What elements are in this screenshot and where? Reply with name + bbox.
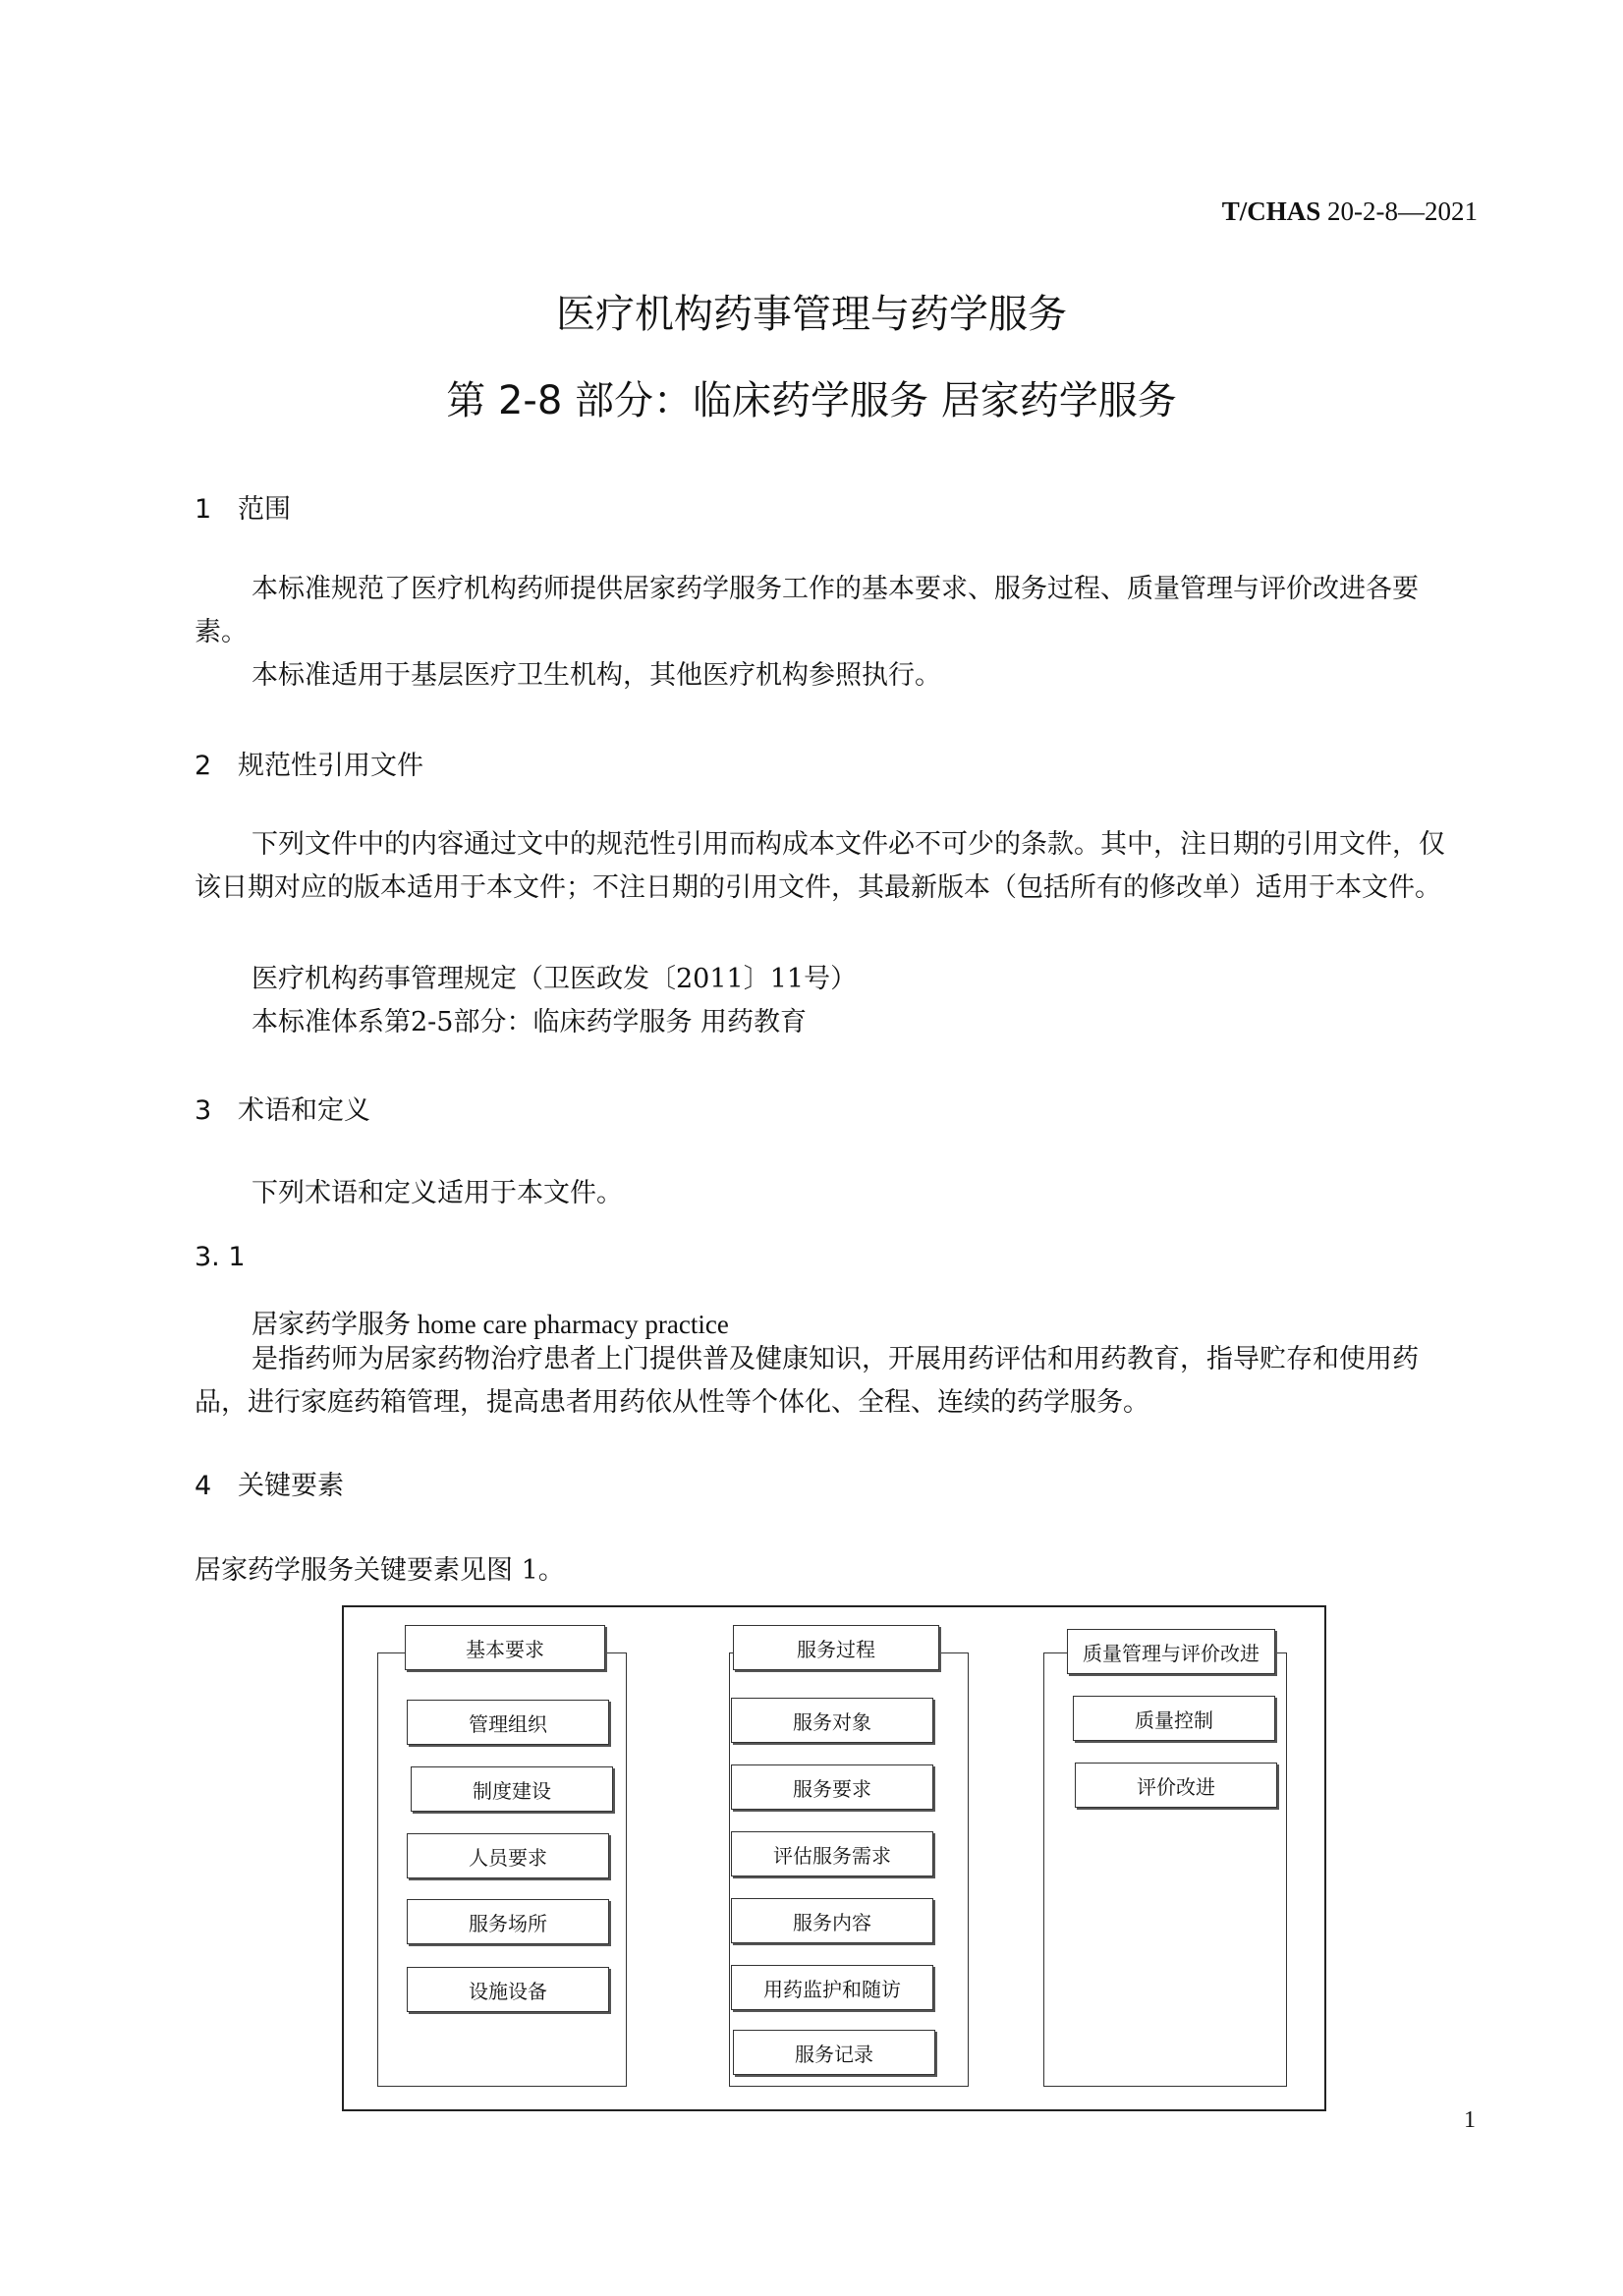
reference-1: 医疗机构药事管理规定（卫医政发〔2011〕11号） bbox=[252, 964, 858, 994]
page-number: 1 bbox=[1464, 2107, 1476, 2133]
column-quality-management-title: 质量管理与评价改进 bbox=[1067, 1629, 1275, 1674]
document-title: 医疗机构药事管理与药学服务 bbox=[556, 292, 1067, 337]
item-facilities-equipment: 设施设备 bbox=[407, 1967, 609, 2012]
item-service-target: 服务对象 bbox=[731, 1698, 933, 1743]
section-1-paragraph-2: 本标准适用于基层医疗卫生机构，其他医疗机构参照执行。 bbox=[252, 660, 941, 691]
key-elements-diagram bbox=[342, 1605, 1326, 2111]
column-service-process-title: 服务过程 bbox=[733, 1625, 939, 1670]
section-4-paragraph-1: 居家药学服务关键要素见图 1。 bbox=[195, 1555, 565, 1586]
reference-2: 本标准体系第2-5部分：临床药学服务 用药教育 bbox=[252, 1007, 808, 1037]
item-system-construction: 制度建设 bbox=[411, 1766, 613, 1812]
item-service-records: 服务记录 bbox=[733, 2030, 935, 2075]
document-subtitle: 第 2-8 部分：临床药学服务 居家药学服务 bbox=[446, 378, 1177, 423]
term-entry: 居家药学服务 home care pharmacy practice bbox=[252, 1310, 729, 1340]
section-2-heading: 2 规范性引用文件 bbox=[195, 751, 423, 781]
section-2-paragraph-1: 下列文件中的内容通过文中的规范性引用而构成本文件必不可少的条款。其中，注日期的引用文件，仅该日期对应的版本适用于本文件；不注日期的引用文件，其最新版本（包括所有的修改单）适用于本文件。 bbox=[195, 829, 1445, 903]
term-definition: 是指药师为居家药物治疗患者上门提供普及健康知识，开展用药评估和用药教育，指导贮存和使用药品，进行家庭药箱管理，提高患者用药依从性等个体化、全程、连续的药学服务。 bbox=[195, 1344, 1419, 1418]
section-3-heading: 3 术语和定义 bbox=[195, 1095, 370, 1126]
item-service-premises: 服务场所 bbox=[407, 1899, 609, 1944]
item-management-organization: 管理组织 bbox=[407, 1700, 609, 1745]
section-3-paragraph-1: 下列术语和定义适用于本文件。 bbox=[252, 1178, 623, 1208]
item-service-requirements: 服务要求 bbox=[731, 1764, 933, 1810]
section-1-paragraph-1: 本标准规范了医疗机构药师提供居家药学服务工作的基本要求、服务过程、质量管理与评价改进各要素。 bbox=[195, 574, 1419, 647]
item-evaluation-improvement: 评价改进 bbox=[1075, 1763, 1277, 1808]
item-assess-service-needs: 评估服务需求 bbox=[731, 1831, 933, 1876]
subsection-3-1-number: 3. 1 bbox=[195, 1242, 246, 1272]
section-1-heading: 1 范围 bbox=[195, 494, 291, 525]
item-quality-control: 质量控制 bbox=[1073, 1696, 1275, 1741]
item-service-content: 服务内容 bbox=[731, 1898, 933, 1943]
section-4-heading: 4 关键要素 bbox=[195, 1471, 344, 1501]
column-basic-requirements-title: 基本要求 bbox=[405, 1625, 605, 1670]
item-personnel-requirements: 人员要求 bbox=[407, 1833, 609, 1878]
standard-code: T/CHAS 20-2-8—2021 bbox=[1221, 196, 1478, 226]
item-medication-monitoring-followup: 用药监护和随访 bbox=[731, 1965, 933, 2010]
